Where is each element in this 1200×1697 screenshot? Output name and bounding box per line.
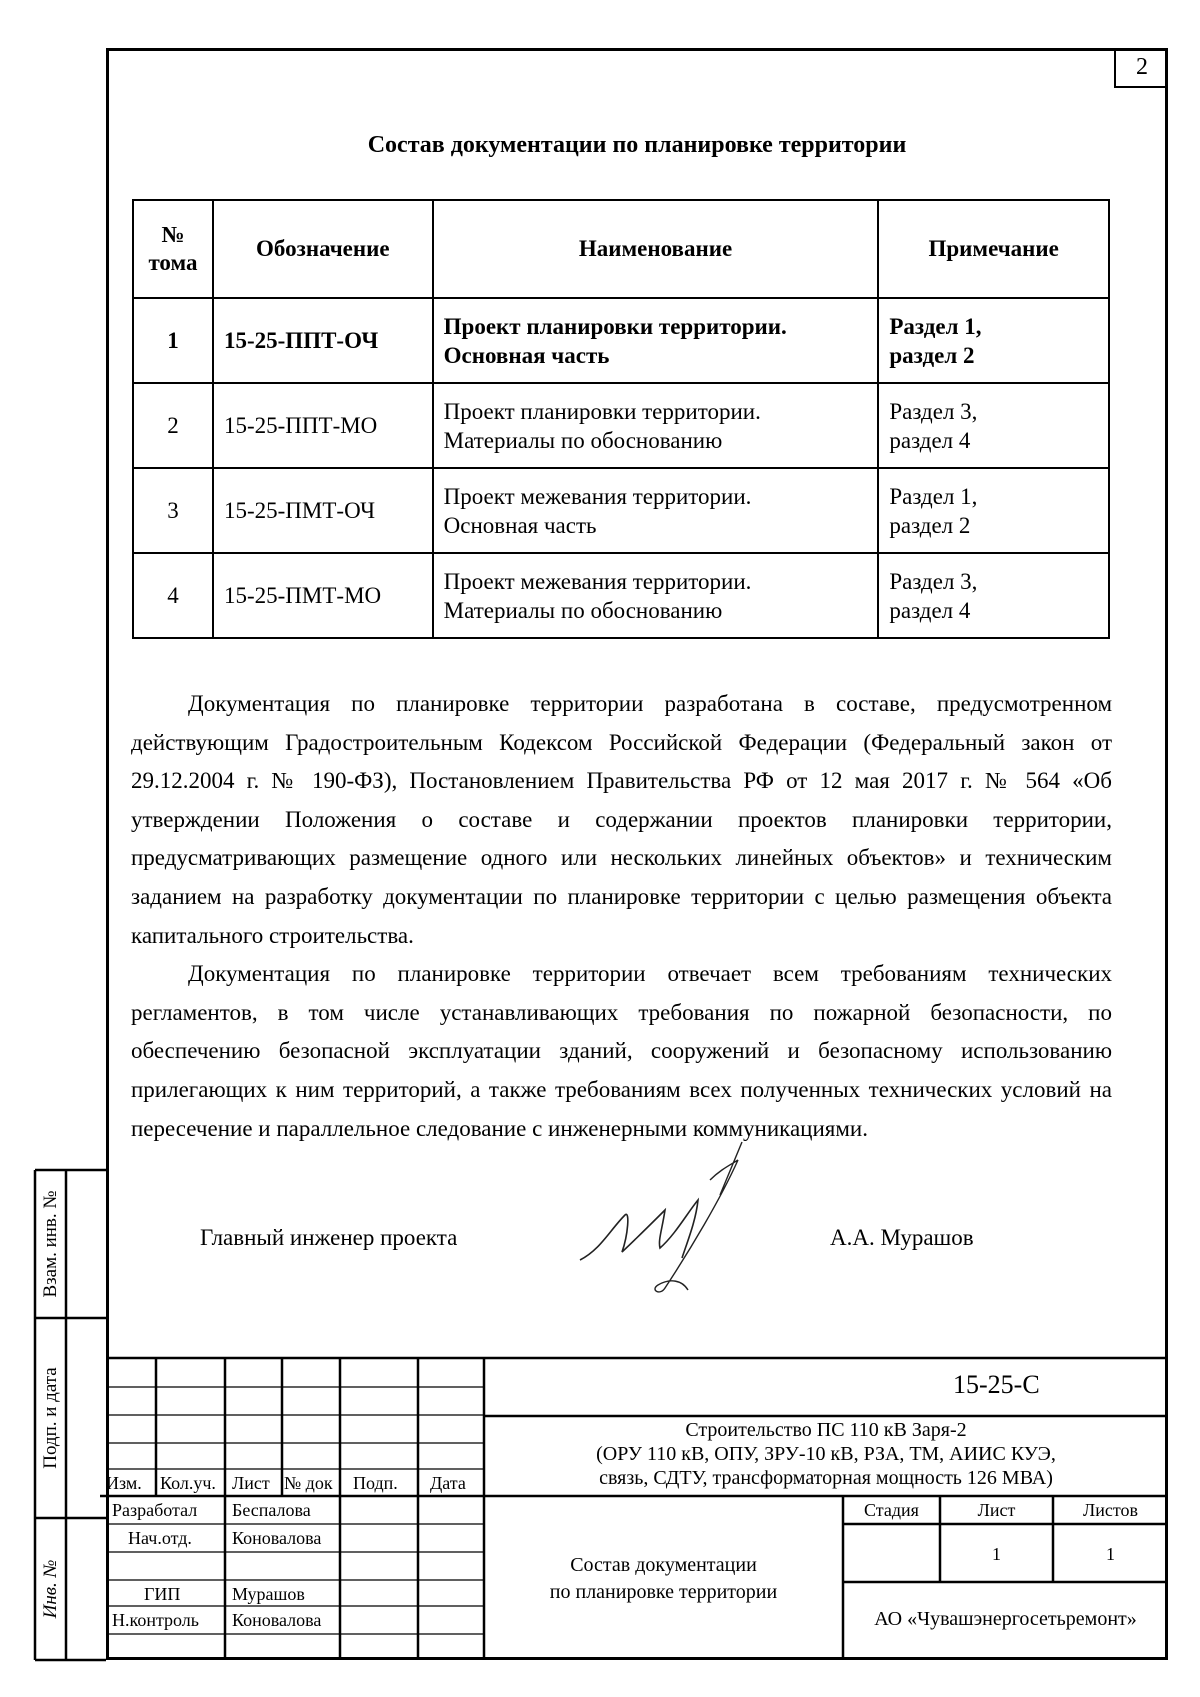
column-header-note: Примечание	[878, 200, 1109, 298]
sheet-label: Лист	[977, 1500, 1016, 1520]
col-header-signature: Подп.	[353, 1473, 398, 1493]
cell-volume: 2	[133, 383, 213, 468]
name-norm-control: Коновалова	[232, 1610, 322, 1630]
signer-name: А.А. Мурашов	[830, 1225, 974, 1250]
cell-volume: 1	[133, 298, 213, 383]
cell-designation: 15-25-ПМТ-МО	[213, 553, 433, 638]
margin-label-inv: Инв. №	[40, 1559, 61, 1619]
sheets-label: Листов	[1083, 1500, 1138, 1520]
sheet-value: 1	[992, 1544, 1001, 1564]
role-dept-head: Нач.отд.	[128, 1528, 192, 1548]
cell-note: Раздел 1, раздел 2	[878, 298, 1109, 383]
organization-name: АО «Чувашэнергосетьремонт»	[874, 1608, 1137, 1630]
sheet-title: Состав документации по планировке территории	[549, 1554, 778, 1603]
cell-name: Проект планировки территории. Материалы по обоснованию	[433, 383, 879, 468]
stage-label: Стадия	[864, 1500, 919, 1520]
role-developed: Разработал	[112, 1500, 198, 1520]
document-code: 15-25-С	[953, 1370, 1040, 1399]
cell-designation: 15-25-ППТ-МО	[213, 383, 433, 468]
paragraph: Документация по планировке территории разработана в составе, предусмотренном действующим Градостроительным Кодексом Российской Федерации (Федеральный закон от 29.12.2004 г. № 190-ФЗ), Постановлением Правительства РФ от 12 мая 2017 г. № 564 «Об утверждении Положения о составе и содержании проектов планировки территории, предусматривающих размещение одного или нескольких линейных объектов» и техническим заданием на разработку документации по планировке территории с целью размещения объекта капитального строительства.	[131, 691, 1112, 948]
col-header-count: Кол.уч.	[160, 1473, 216, 1493]
name-dept-head: Коновалова	[232, 1528, 322, 1548]
col-header-docnum: № док	[284, 1473, 333, 1493]
column-header-volume: № тома	[133, 200, 213, 298]
col-header-sheet: Лист	[232, 1473, 270, 1493]
cell-volume: 4	[133, 553, 213, 638]
cell-name: Проект планировки территории. Основная часть	[433, 298, 879, 383]
cell-designation: 15-25-ППТ-ОЧ	[213, 298, 433, 383]
name-chief-engineer: Мурашов	[232, 1584, 305, 1604]
cell-name: Проект межевания территории. Основная часть	[433, 468, 879, 553]
paragraph: Документация по планировке территории отвечает всем требованиям технических регламентов, в том числе устанавливающих требования по пожарной безопасности, по обеспечению безопасной эксплуатации зданий, сооружений и безопасному использованию прилегающих к ним территорий, а также требованиям всех полученных технических условий на пересечение и параллельное следование с инженерными коммуникациями.	[131, 961, 1112, 1141]
signer-position: Главный инженер проекта	[200, 1225, 458, 1250]
page-number: 2	[1114, 48, 1168, 88]
margin-label-sign-date: Подп. и дата	[40, 1367, 61, 1469]
role-norm-control: Н.контроль	[112, 1610, 200, 1630]
col-header-date: Дата	[430, 1473, 466, 1493]
cell-designation: 15-25-ПМТ-ОЧ	[213, 468, 433, 553]
col-header-change: Изм.	[106, 1473, 142, 1493]
column-header-name: Наименование	[433, 200, 879, 298]
name-developed: Беспалова	[232, 1500, 311, 1520]
column-header-designation: Обозначение	[213, 200, 433, 298]
cell-volume: 3	[133, 468, 213, 553]
sheets-value: 1	[1106, 1544, 1115, 1564]
margin-label-replacement-inv: Взам. инв. №	[40, 1190, 61, 1298]
role-chief-engineer: ГИП	[144, 1584, 181, 1604]
cell-name: Проект межевания территории. Материалы по обоснованию	[433, 553, 879, 638]
cell-note: Раздел 1, раздел 2	[878, 468, 1109, 553]
cell-note: Раздел 3, раздел 4	[878, 383, 1109, 468]
cell-note: Раздел 3, раздел 4	[878, 553, 1109, 638]
project-title: Строительство ПС 110 кВ Заря-2 (ОРУ 110 кВ, ОПУ, ЗРУ-10 кВ, РЗА, ТМ, АИИС КУЭ, связь, СДТУ, трансформаторная мощность 126 МВА)	[596, 1419, 1056, 1489]
document-title: Состав документации по планировке территории	[367, 132, 907, 158]
